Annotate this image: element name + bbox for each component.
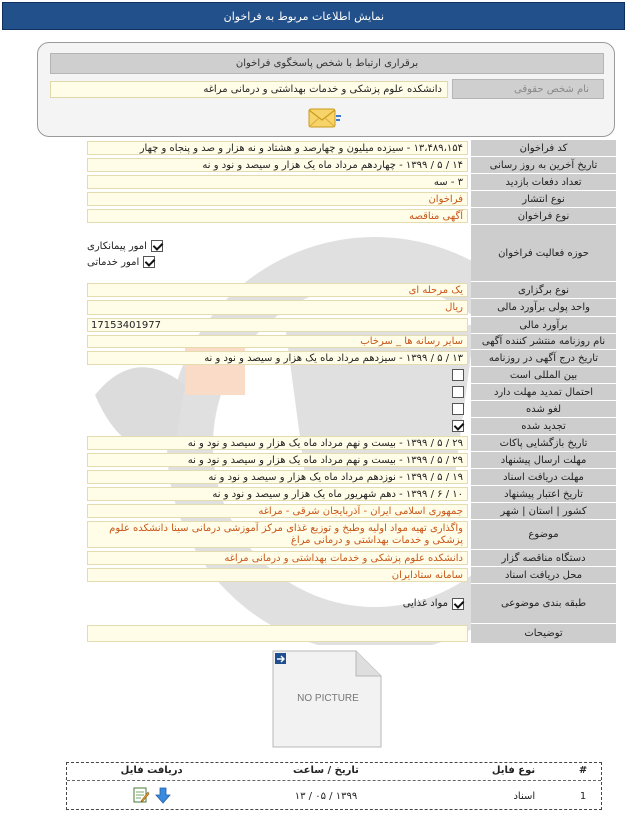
- field-estimate: [86, 317, 616, 334]
- header-download: دریافت فایل: [120, 765, 183, 776]
- no-picture-text: NO PICTURE: [297, 693, 359, 704]
- extension-checkbox[interactable]: [452, 386, 464, 398]
- location-label: کشور | استان | شهر: [471, 503, 616, 520]
- download-arrow-icon[interactable]: [154, 786, 172, 804]
- page-header: نمایش اطلاعات مربوط به فراخوان: [2, 2, 625, 30]
- field-call-code: [86, 140, 616, 157]
- field-renewed: [86, 418, 616, 435]
- field-organizer: [86, 550, 616, 567]
- last-update-label: تاریخ آخرین به روز رسانی: [471, 157, 616, 174]
- field-cancelled: [86, 401, 616, 418]
- legal-entity-label: نام شخص حقوقی: [452, 79, 604, 99]
- category-label: طبقه بندی موضوعی: [471, 584, 616, 624]
- field-last-update: [86, 157, 616, 174]
- food-option-label: مواد غذایی: [402, 598, 448, 609]
- cancelled-label: لغو شده: [471, 401, 616, 418]
- extension-value: [87, 385, 468, 399]
- visits-label: تعداد دفعات بازدید: [471, 174, 616, 191]
- row-download: [67, 786, 236, 807]
- cancelled-checkbox[interactable]: [452, 403, 464, 415]
- row-index: 1: [579, 790, 587, 802]
- call-code-value: ۱۳،۴۸۹،۱۵۴ - سیزده میلیون و چهارصد و هشتاد و نه هزار و صد و پنجاه و چهار: [87, 141, 468, 155]
- doc-place-label: محل دریافت اسناد: [471, 567, 616, 584]
- field-subject: [86, 520, 616, 550]
- subject-value: واگذاری تهیه مواد اولیه وطبخ و توزیع غذای مرکز آموزشی درمانی سینا دانشکده علوم پزشکی و خدمات بهداشتی و درمانی مراغ: [87, 521, 468, 548]
- international-label: بین المللی است: [471, 367, 616, 384]
- document-deadline-value: ۱۹ / ۵ / ۱۳۹۹ - نوزدهم مرداد ماه یک هزار و سیصد و نود و نه: [87, 470, 468, 484]
- estimate-label: برآورد مالی: [471, 317, 616, 334]
- files-table: [66, 762, 602, 810]
- food-checkbox[interactable]: [452, 598, 464, 610]
- header-file-type: نوع فایل: [491, 765, 536, 776]
- services-option-label: امور خدماتی: [87, 256, 140, 268]
- call-type-value: آگهی مناقصه: [87, 209, 468, 223]
- publish-type-value: فراخوان: [87, 192, 468, 206]
- contracting-checkbox[interactable]: [151, 240, 163, 252]
- description-label: توضیحات: [471, 624, 616, 644]
- holding-type-value: یک مرحله ای: [87, 283, 468, 297]
- files-table-header: [67, 765, 601, 781]
- field-envelope-opening: [86, 435, 616, 452]
- header-index: #: [578, 765, 588, 776]
- contact-section-title: برقراری ارتباط با شخص پاسخگوی فراخوان: [50, 53, 604, 74]
- doc-place-value: سامانه ستادایران: [87, 568, 468, 582]
- envelope-opening-value: ۲۹ / ۵ / ۱۳۹۹ - بیست و نهم مرداد ماه یک هزار و سیصد و نود و نه: [87, 436, 468, 450]
- location-value: جمهوری اسلامی ایران - آذربایجان شرقی - مراغه: [87, 504, 468, 518]
- field-holding-type: [86, 282, 616, 299]
- international-value: [87, 368, 468, 382]
- currency-value: ریال: [87, 300, 468, 315]
- newspaper-value: سایر رسانه ها _ سرخاب: [87, 335, 468, 348]
- field-extension: [86, 384, 616, 401]
- envelope-icon[interactable]: [307, 105, 343, 131]
- contracting-option-label: امور پیمانکاری: [87, 240, 147, 252]
- field-validity-date: [86, 486, 616, 503]
- table-row: [67, 783, 601, 809]
- last-update-value: ۱۴ / ۵ / ۱۳۹۹ - چهاردهم مرداد ماه یک هزار و سیصد و نود و نه: [87, 158, 468, 172]
- row-date: ۱۳۹۹ / ۰۵ / ۱۳: [294, 790, 358, 802]
- field-doc-place: [86, 567, 616, 584]
- validity-date-label: تاریخ اعتبار پیشنهاد: [471, 486, 616, 503]
- field-international: [86, 367, 616, 384]
- call-type-label: نوع فراخوان: [471, 208, 616, 225]
- activity-label: حوزه فعالیت فراخوان: [471, 225, 616, 282]
- submission-deadline-label: مهلت ارسال پیشنهاد: [471, 452, 616, 469]
- field-activity: [86, 225, 616, 282]
- publish-type-label: نوع انتشار: [471, 191, 616, 208]
- category-options: [87, 585, 468, 622]
- services-checkbox[interactable]: [143, 256, 155, 268]
- activity-option-services[interactable]: [87, 254, 155, 270]
- validity-date-value: ۱۰ / ۶ / ۱۳۹۹ - دهم شهریور ماه یک هزار و سیصد و نود و نه: [87, 487, 468, 501]
- renewed-checkbox[interactable]: [452, 420, 464, 432]
- description-value: [87, 625, 468, 642]
- newspaper-date-value: ۱۳ / ۵ / ۱۳۹۹ - سیزدهم مرداد ماه یک هزار و سیصد و نود و نه: [87, 351, 468, 365]
- call-code-label: کد فراخوان: [471, 140, 616, 157]
- visits-value: ۳ - سه: [87, 175, 468, 189]
- field-category: [86, 584, 616, 624]
- organizer-value: دانشکده علوم پزشکی و خدمات بهداشتی و درمانی مراغه: [87, 551, 468, 565]
- newspaper-date-label: تاریخ درج آگهی در روزنامه: [471, 350, 616, 367]
- field-location: [86, 503, 616, 520]
- contact-panel: [37, 42, 615, 137]
- organizer-label: دستگاه مناقصه گزار: [471, 550, 616, 567]
- field-newspaper-date: [86, 350, 616, 367]
- activity-options: [87, 226, 468, 280]
- estimate-value: 17153401977: [87, 318, 468, 332]
- activity-option-contracting[interactable]: [87, 238, 163, 254]
- field-document-deadline: [86, 469, 616, 486]
- edit-document-icon[interactable]: [132, 786, 150, 804]
- field-publish-type: [86, 191, 616, 208]
- field-currency: [86, 299, 616, 317]
- legal-entity-value: دانشکده علوم پزشکی و خدمات بهداشتی و درمانی مراغه: [50, 81, 448, 98]
- field-description: [86, 624, 616, 644]
- extension-label: احتمال تمدید مهلت دارد: [471, 384, 616, 401]
- cancelled-value: [87, 402, 468, 416]
- document-deadline-label: مهلت دریافت اسناد: [471, 469, 616, 486]
- currency-label: واحد پولی برآورد مالی: [471, 299, 616, 317]
- international-checkbox[interactable]: [452, 369, 464, 381]
- field-submission-deadline: [86, 452, 616, 469]
- category-option-food[interactable]: [403, 596, 464, 612]
- row-file-type: اسناد: [513, 790, 536, 802]
- newspaper-label: نام روزنامه منتشر کننده آگهی: [471, 334, 616, 350]
- holding-type-label: نوع برگزاری: [471, 282, 616, 299]
- envelope-opening-label: تاریخ بازگشایی پاکات: [471, 435, 616, 452]
- renewed-label: تجدید شده: [471, 418, 616, 435]
- field-newspaper: [86, 334, 616, 350]
- header-date: تاریخ / ساعت: [293, 765, 359, 776]
- field-call-type: [86, 208, 616, 225]
- renewed-value: [87, 419, 468, 433]
- field-visits: [86, 174, 616, 191]
- submission-deadline-value: ۲۹ / ۵ / ۱۳۹۹ - بیست و نهم مرداد ماه یک هزار و سیصد و نود و نه: [87, 453, 468, 467]
- subject-label: موضوع: [471, 520, 616, 550]
